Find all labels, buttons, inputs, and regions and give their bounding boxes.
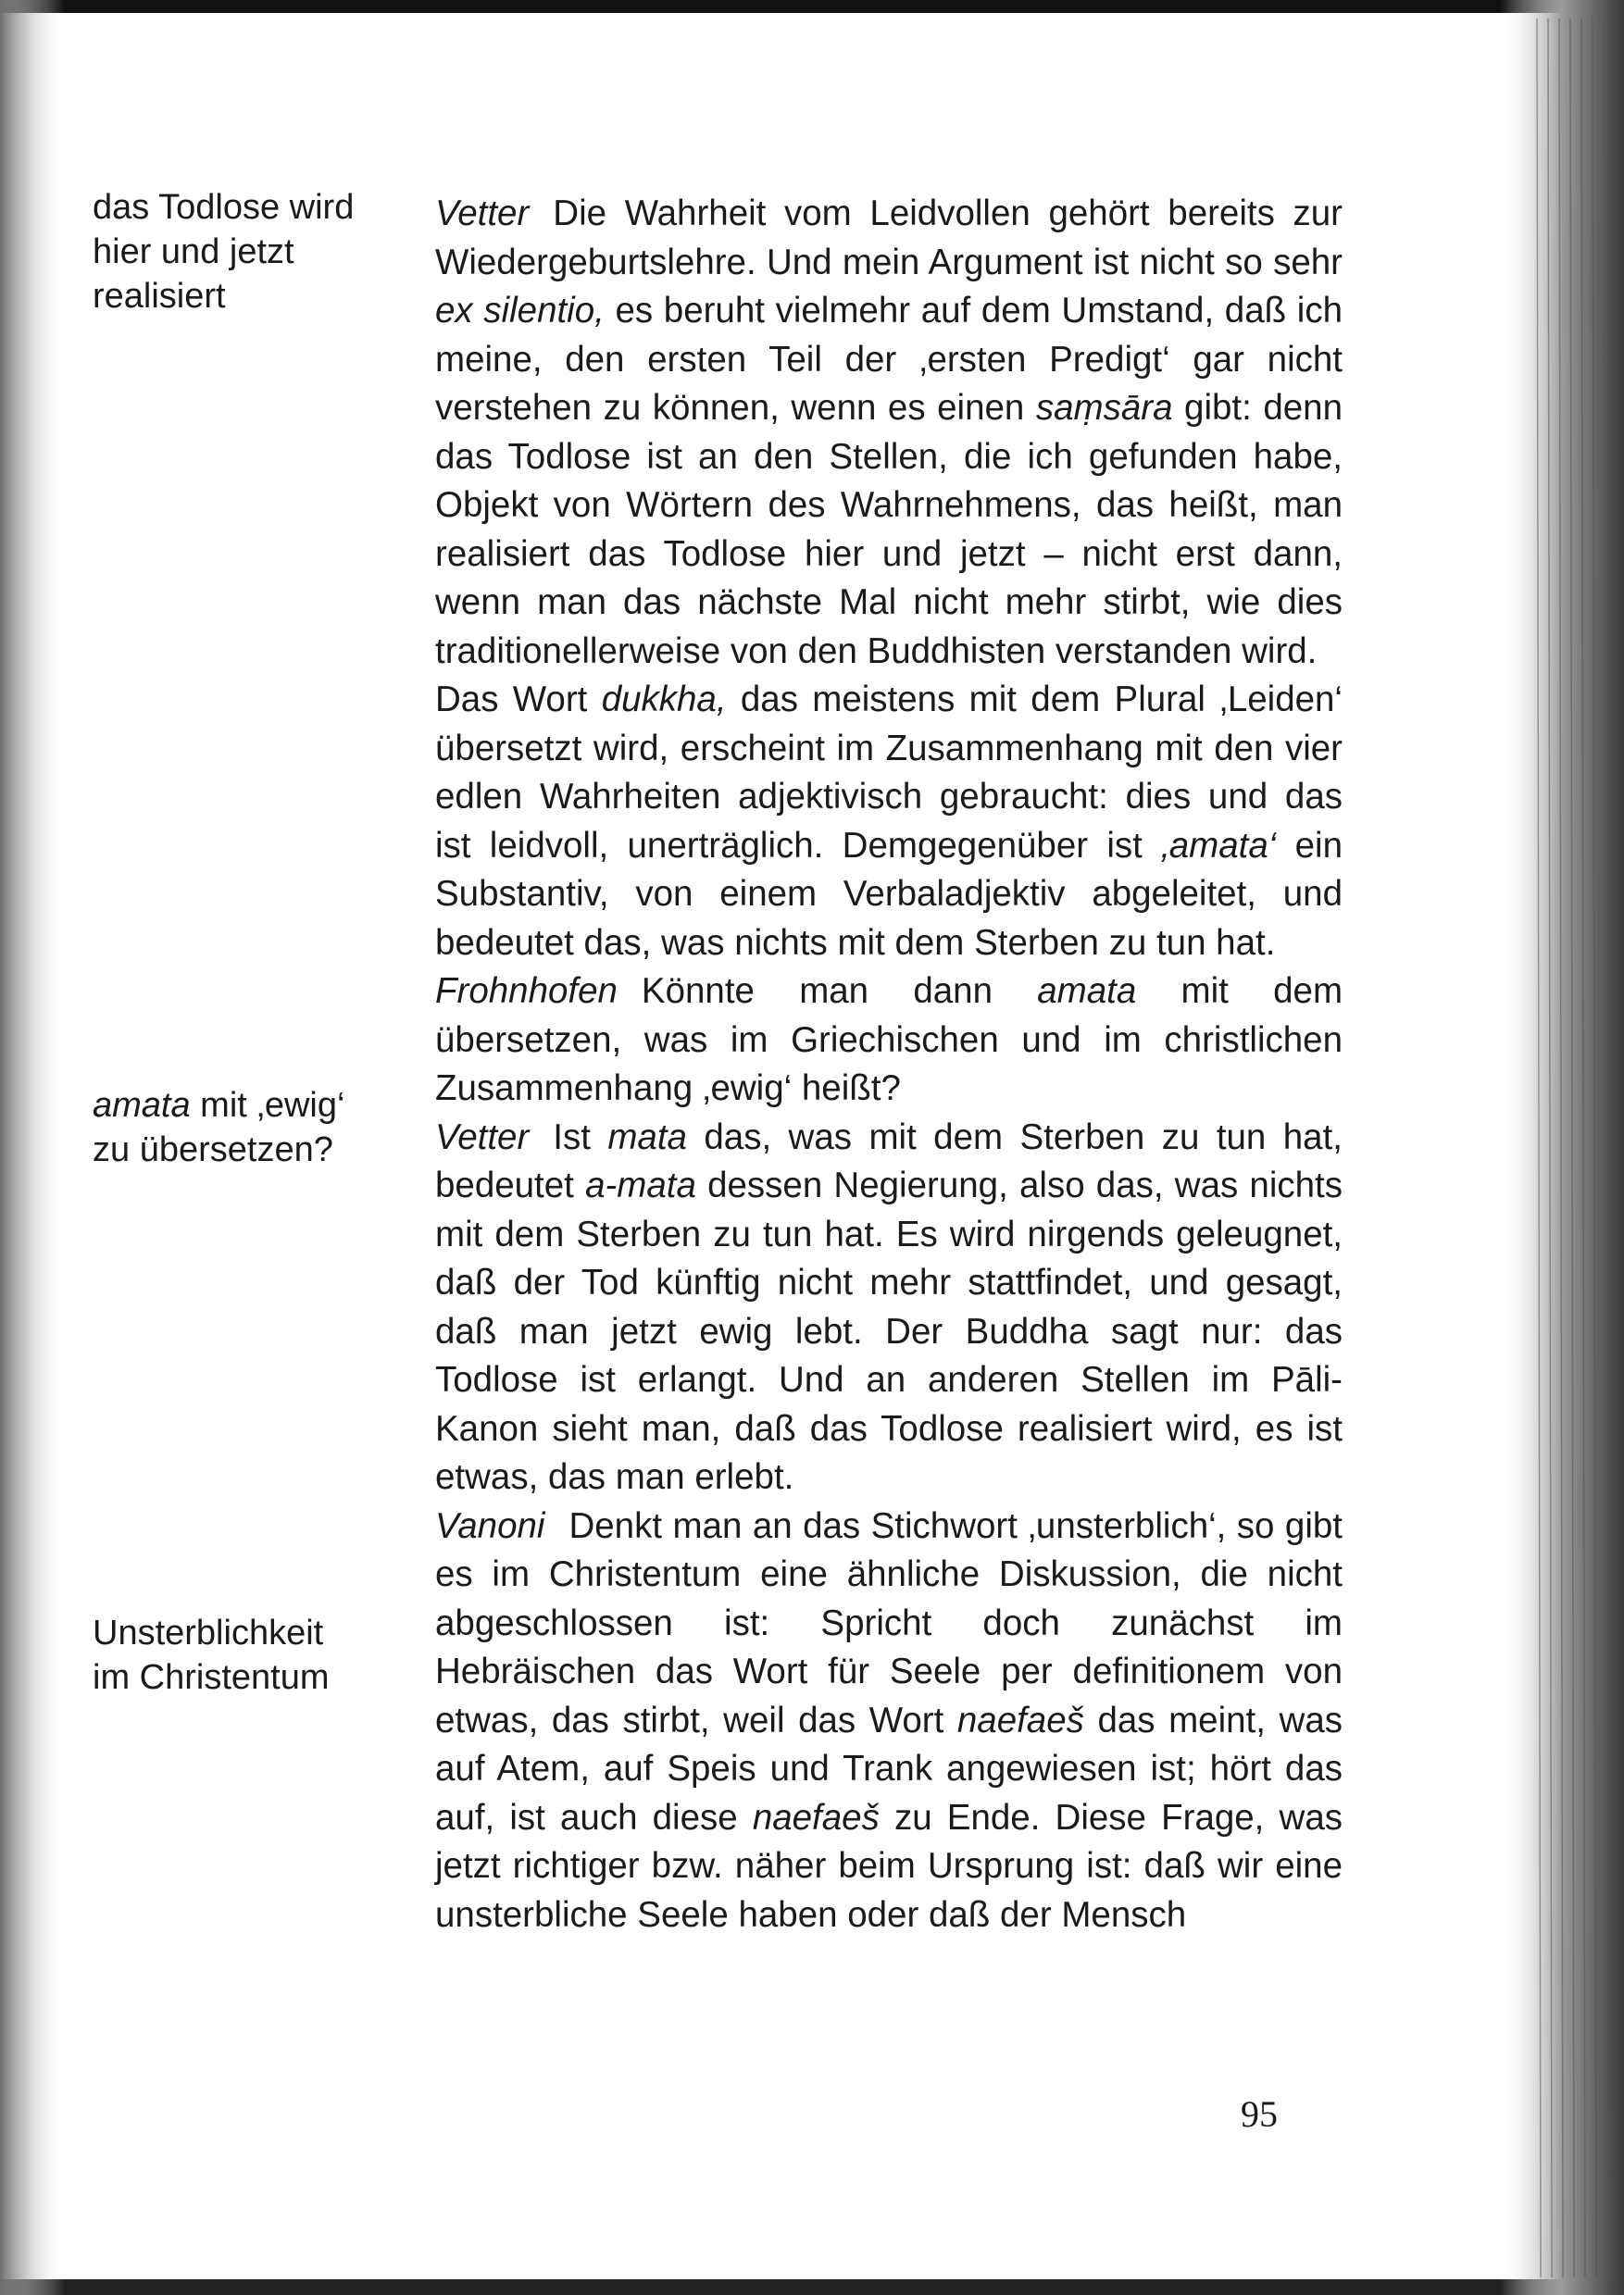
margin-note-line: Unsterblichkeit xyxy=(93,1614,324,1653)
margin-note-amata xyxy=(93,1083,417,1172)
italic-term: dukkha, xyxy=(601,680,727,719)
paragraph: Das Wort dukkha, das meistens mit dem Plural ‚Leiden‘ übersetzt wird, erscheint im Zusammenhang mit den vier edlen Wahrheiten adjektivisch gebraucht: dies und das ist leidvoll, unerträglich. Demgegenüber ist ‚amata‘ ein Substantiv, von einem Verbaladjektiv abgeleitet, und bedeutet das, was nichts mit dem Sterben zu tun hat. xyxy=(435,680,1343,963)
speaker-name: Vetter xyxy=(435,193,530,233)
speaker-name: Vanoni xyxy=(435,1505,545,1546)
page-number: 95 xyxy=(1241,2093,1278,2135)
margin-note-italic-word: amata xyxy=(93,1086,191,1125)
speaker-name: Frohnhofen xyxy=(435,971,618,1011)
speaker-name: Vetter xyxy=(435,1116,530,1157)
italic-term: a-mata xyxy=(585,1166,696,1205)
main-text-column xyxy=(435,190,1343,1940)
italic-term: saṃsāra xyxy=(1035,388,1173,428)
paragraph: Vetter Die Wahrheit vom Leidvollen gehört bereits zur Wiedergeburtslehre. Und mein Argument ist nicht so sehr ex silentio, es beruht vielmehr auf dem Umstand, daß ich meine, den ersten Teil der ‚ersten Predigt‘ gar nicht verstehen zu können, wenn es einen saṃsāra gibt: denn das Todlose ist an den Stellen, die ich gefunden habe, Objekt von Wörtern des Wahrnehmens, das heißt, man realisiert das Todlose hier und jetzt – nicht erst dann, wenn man das nächste Mal nicht mehr stirbt, wie dies traditionellerweise von den Buddhisten verstanden wird. xyxy=(435,193,1343,671)
margin-note-line: zu übersetzen? xyxy=(93,1130,333,1169)
italic-term: ex silentio, xyxy=(435,291,605,331)
margin-note-todlose xyxy=(93,185,417,318)
paragraph: Frohnhofen Könnte man dann amata mit dem übersetzen, was im Griechischen und im christlichen Zusammenhang ‚ewig‘ heißt? xyxy=(435,971,1343,1108)
paragraph: Vetter Ist mata das, was mit dem Sterben zu tun hat, bedeutet a-mata dessen Negierung, also das, was nichts mit dem Sterben zu tun hat. Es wird nirgends geleugnet, daß der Tod künftig nicht mehr stattfindet, und gesagt, daß man jetzt ewig lebt. Der Buddha sagt nur: das Todlose ist erlangt. Und an anderen Stellen im Pāli-Kanon sieht man, daß das Todlose realisiert wird, es ist etwas, das man erlebt. xyxy=(435,1116,1343,1497)
italic-term: naefaeš xyxy=(956,1700,1084,1740)
margin-note-line: realisiert xyxy=(93,277,226,316)
italic-term: amata xyxy=(1037,971,1137,1011)
margin-note-line: das Todlose wird xyxy=(93,188,355,227)
italic-term: naefaeš xyxy=(752,1797,880,1838)
italic-term: mata xyxy=(607,1116,687,1157)
margin-note-line: amata mit ‚ewig‘ xyxy=(93,1086,345,1125)
margin-note-christentum xyxy=(93,1611,417,1700)
margin-note-line: hier und jetzt xyxy=(93,232,294,271)
italic-term: ‚amata‘ xyxy=(1161,825,1277,866)
paragraph: Vanoni Denkt man an das Stichwort ‚unsterblich‘, so gibt es im Christentum eine ähnliche Diskussion, die nicht abgeschlossen ist: Spricht doch zunächst im Hebräischen das Wort für Seele per definitionem von etwas, das stirbt, weil das Wort naefaeš das meint, was auf Atem, auf Speis und Trank angewiesen ist; hört das auf, ist auch diese naefaeš zu Ende. Diese Frage, was jetzt richtiger bzw. näher beim Ursprung ist: daß wir eine unsterbliche Seele haben oder daß der Mensch xyxy=(435,1505,1343,1935)
margin-note-line: im Christentum xyxy=(93,1658,330,1697)
